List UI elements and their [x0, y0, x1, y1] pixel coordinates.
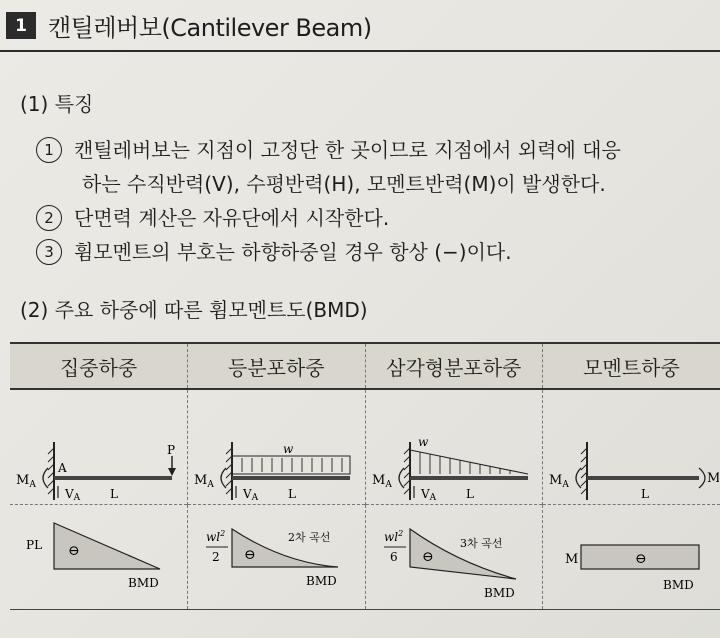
circled-number: 3 [36, 239, 62, 265]
feature-text: 캔틸레버보는 지점이 고정단 한 곳이므로 지점에서 외력에 대응 [74, 138, 621, 162]
point-load-bmd-diagram [10, 505, 186, 605]
moment-load-bmd-diagram [543, 505, 719, 605]
label-a: A [58, 461, 67, 475]
label-wl2: $wl^2$ [383, 529, 403, 544]
label-ma: $M_A$ [371, 473, 392, 490]
label-bmd: BMD [306, 574, 337, 588]
label-bmd: BMD [663, 578, 694, 592]
label-w: w [417, 435, 428, 449]
feature-text: 단면력 계산은 자유단에서 시작한다. [74, 206, 390, 230]
point-load-beam-diagram [10, 390, 186, 500]
cell-moment-load-bmd [543, 505, 720, 610]
table-header-row [10, 343, 720, 389]
section-title: 캔틸레버보(Cantilever Beam) [48, 14, 372, 42]
label-p: P [167, 443, 176, 457]
feature-item-1 [36, 134, 621, 163]
label-va: VA [243, 487, 259, 500]
label-ma: $M_A$ [16, 473, 36, 490]
label-va: VA [420, 487, 436, 500]
cell-uniform-load-beam [188, 389, 366, 505]
cell-point-load-bmd [10, 505, 188, 610]
label-l: L [288, 487, 296, 500]
negative-sign: ⊖ [68, 543, 80, 559]
col-uniform-load: 등분포하중 [188, 343, 366, 389]
label-bmd: BMD [483, 586, 515, 600]
circled-number: 1 [36, 137, 62, 163]
label-quadratic-curve: 2차 곡선 [288, 531, 331, 544]
label-m: M [565, 552, 579, 567]
cell-point-load-beam [10, 389, 188, 505]
cell-moment-load-beam [543, 389, 720, 505]
uniform-load-beam-diagram [188, 390, 364, 500]
label-l: L [110, 487, 118, 500]
label-l: L [641, 487, 649, 500]
cell-uniform-load-bmd [188, 505, 366, 610]
beam-diagram-row [10, 389, 720, 505]
section-header [6, 8, 372, 43]
moment-load-beam-diagram [543, 390, 719, 500]
feature-item-2 [36, 202, 389, 231]
feature-item-3 [36, 236, 512, 265]
label-pl: PL [26, 538, 43, 552]
label-ma: $M_A$ [549, 473, 569, 490]
label-cubic-curve: 3차 곡선 [459, 537, 502, 550]
negative-sign: ⊖ [244, 547, 256, 563]
uniform-load-bmd-diagram [188, 505, 364, 605]
label-w: w [283, 442, 294, 456]
label-l: L [465, 487, 474, 500]
cell-triangular-load-beam [365, 389, 543, 505]
label-m: M [707, 471, 719, 486]
section-divider [0, 50, 720, 52]
col-point-load: 집중하중 [10, 343, 188, 389]
feature-text: 휨모멘트의 부호는 하향하중일 경우 항상 (−)이다. [74, 240, 512, 264]
section-number: 1 [6, 12, 36, 39]
feature-item-1-continuation: 하는 수직반력(V), 수평반력(H), 모멘트반력(M)이 발생한다. [82, 172, 606, 196]
label-ma: $M_A$ [194, 473, 214, 490]
circled-number: 2 [36, 205, 62, 231]
cell-triangular-load-bmd [365, 505, 543, 610]
triangular-load-beam-diagram [366, 390, 542, 500]
bmd-diagram-row [10, 505, 720, 610]
col-triangular-load: 삼각형분포하중 [365, 343, 543, 389]
bmd-heading: (2) 주요 하중에 따른 휨모멘트도(BMD) [20, 298, 368, 322]
negative-sign: ⊖ [421, 549, 434, 565]
label-denominator-2: 2 [212, 550, 220, 564]
label-wl2: $wl^2$ [206, 529, 226, 544]
label-va: VA [65, 487, 81, 500]
label-bmd: BMD [128, 576, 159, 590]
features-heading: (1) 특징 [20, 92, 94, 116]
negative-sign: ⊖ [635, 551, 647, 567]
label-denominator-6: 6 [389, 550, 398, 564]
bmd-table [10, 342, 720, 610]
triangular-load-bmd-diagram [366, 505, 542, 605]
col-moment-load: 모멘트하중 [543, 343, 720, 389]
